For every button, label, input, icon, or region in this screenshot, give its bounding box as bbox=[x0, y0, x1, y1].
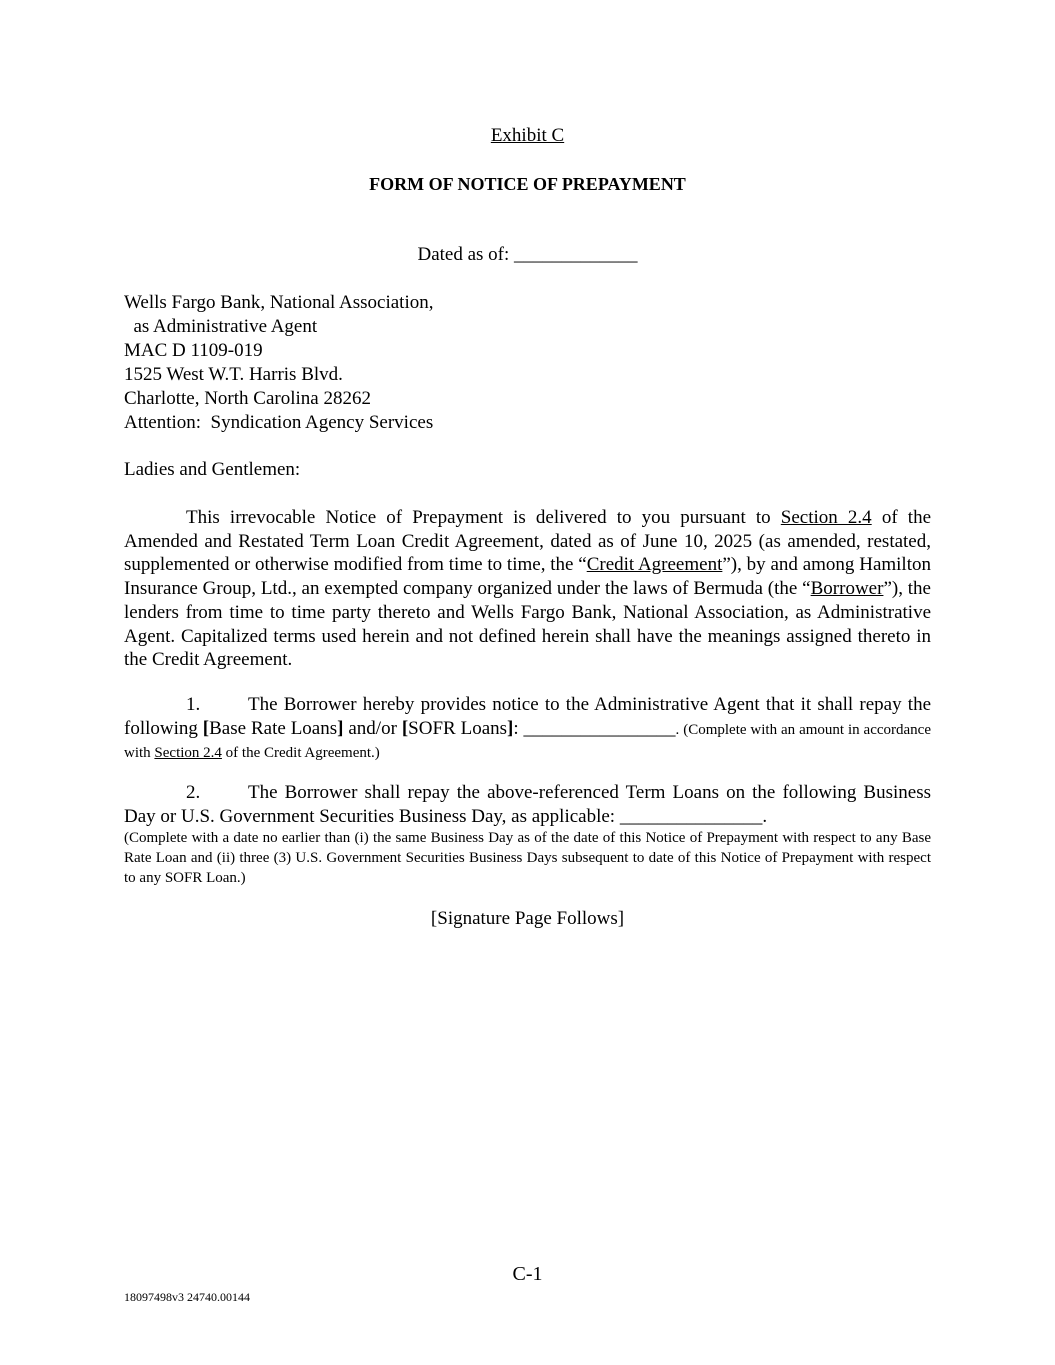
dated-label: Dated as of: bbox=[417, 244, 510, 265]
dated-blank: _____________ bbox=[514, 244, 638, 265]
salutation: Ladies and Gentlemen: bbox=[124, 459, 301, 480]
instruction-note: of the Credit Agreement.) bbox=[221, 745, 380, 762]
section-reference: Section 2.4 bbox=[154, 745, 222, 762]
item-text: : bbox=[513, 717, 524, 739]
item-number: 2. bbox=[186, 782, 201, 803]
date-blank: _______________ bbox=[619, 805, 763, 827]
page-number: C-1 bbox=[512, 1263, 543, 1285]
address-line: 1525 West W.T. Harris Blvd. bbox=[124, 364, 343, 385]
instruction-note: (Complete with an amount in accordance with bbox=[124, 721, 931, 762]
item-text: The Borrower shall repay the above-referenced Term Loans on the following Business Day or U.S. Government Securities Business Day, as applicable: bbox=[124, 782, 931, 827]
exhibit-heading bbox=[0, 125, 1055, 147]
item-text: and/or bbox=[343, 717, 402, 739]
credit-agreement-term: Credit Agreement bbox=[586, 554, 723, 576]
bracket: ] bbox=[507, 717, 514, 739]
intro-text: This irrevocable Notice of Prepayment is delivered to you pursuant to bbox=[186, 507, 781, 528]
address-line: Attention: Syndication Agency Services bbox=[124, 412, 434, 433]
borrower-term: Borrower bbox=[810, 578, 884, 600]
bracket: ] bbox=[337, 717, 344, 739]
intro-text: ”), by and among Hamilton Insurance Group, Ltd., an exempted company organized under the laws of Bermuda (the “ bbox=[124, 554, 931, 600]
document-id: 18097498v3 24740.00144 bbox=[124, 1290, 250, 1304]
recipient-address bbox=[124, 291, 433, 435]
loan-type: SOFR Loans bbox=[408, 717, 508, 739]
intro-text: of the Amended and Restated Term Loan Credit Agreement, dated as of June 10, 2025 (as amended, restated, supplemented or otherwise modified from time to time, the “ bbox=[124, 507, 931, 576]
exhibit-label: Exhibit C bbox=[490, 125, 565, 146]
bracket: [ bbox=[202, 717, 210, 739]
address-line: Wells Fargo Bank, National Association, bbox=[124, 292, 434, 313]
address-line: Charlotte, North Carolina 28262 bbox=[124, 388, 371, 409]
form-title: FORM OF NOTICE OF PREPAYMENT bbox=[369, 174, 686, 194]
bracket: [ bbox=[401, 717, 409, 739]
intro-text: ”), the lenders from time to time party thereto and Wells Fargo Bank, National Association, as Administrative Agent. Capitalized terms used herein and not defined herein shall have the meanings assigned thereto in the Credit Agreement. bbox=[124, 578, 931, 671]
loan-type: Base Rate Loans bbox=[209, 717, 338, 739]
signature-page-follows: [Signature Page Follows] bbox=[430, 908, 625, 929]
address-line: MAC D 1109-019 bbox=[124, 340, 263, 361]
item-text: . bbox=[762, 805, 768, 827]
item-1-paragraph bbox=[124, 693, 931, 764]
address-line: as Administrative Agent bbox=[124, 316, 318, 337]
item-2-paragraph bbox=[124, 781, 931, 888]
instruction-note: (Complete with a date no earlier than (i) the same Business Day as of the date of this Notice of Prepayment with respect to any Base Rate Loan and (ii) three (3) U.S. Government Securities Business Days subsequent to date of this Notice of Prepayment with respect to any SOFR Loan.) bbox=[124, 830, 931, 887]
amount-blank: ________________ bbox=[523, 717, 676, 739]
item-number: 1. bbox=[186, 694, 201, 715]
intro-paragraph bbox=[124, 506, 931, 672]
item-text: The Borrower hereby provides notice to the Administrative Agent that it shall repay the following bbox=[124, 694, 931, 739]
item-text: . bbox=[675, 721, 680, 738]
section-reference: Section 2.4 bbox=[780, 507, 872, 528]
dated-line bbox=[0, 244, 1055, 266]
